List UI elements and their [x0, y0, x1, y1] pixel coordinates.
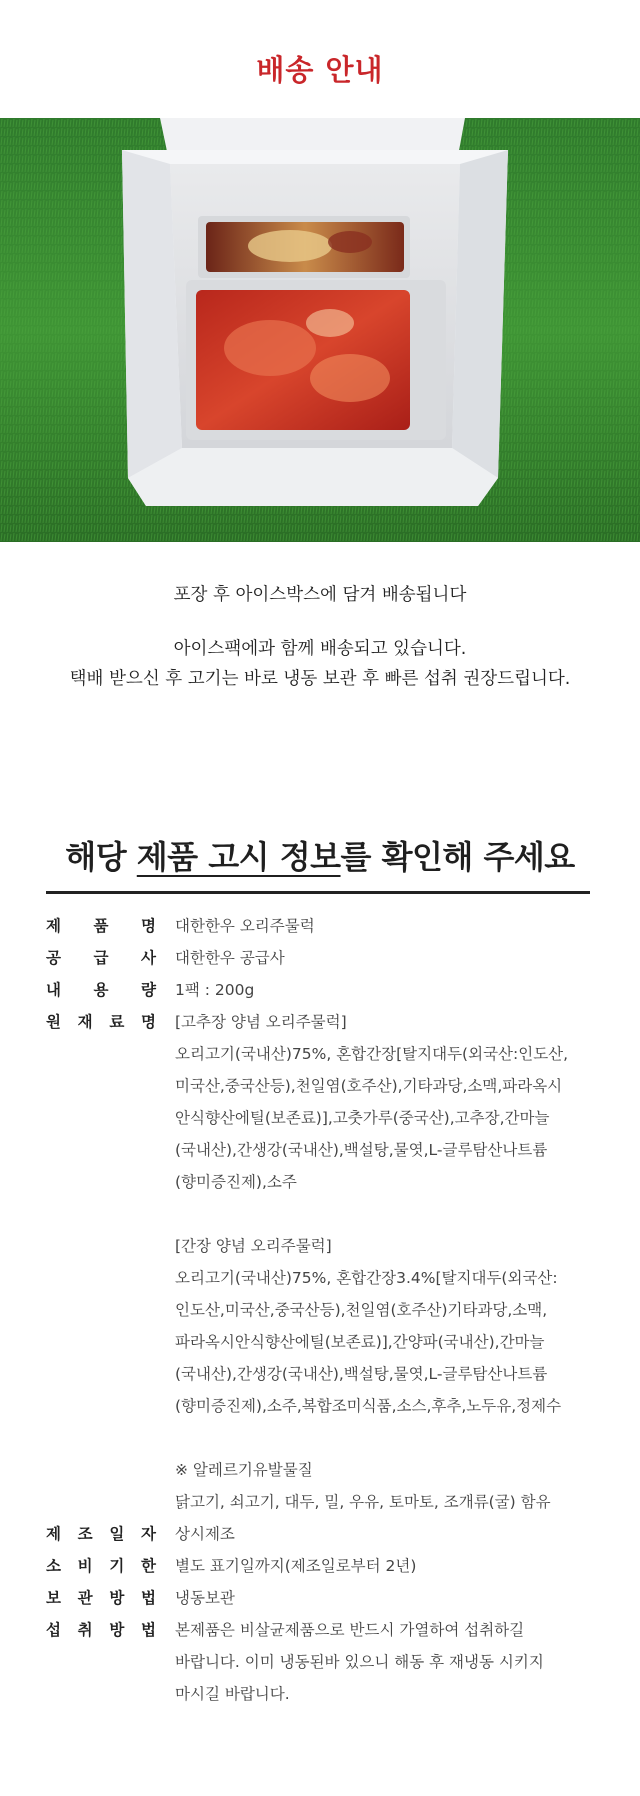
- ingredient-line: [간장 양념 오리주물럭]: [175, 1237, 332, 1255]
- info-label: 원 재 료 명: [46, 1013, 156, 1031]
- ingredient-line: (향미증진제),소주,복합조미식품,소스,후추,노두유,정제수: [175, 1397, 562, 1415]
- allergen-title: ※ 알레르기유발물질: [175, 1461, 313, 1479]
- info-row-product-name: [46, 910, 606, 942]
- ingredient-line: (국내산),간생강(국내산),백설탕,물엿,L-글루탐산나트륨: [175, 1365, 548, 1383]
- intake-line: 본제품은 비살균제품으로 반드시 가열하여 섭취하길: [175, 1621, 525, 1639]
- ingredient-line-blank: [175, 1198, 606, 1230]
- info-label: 섭 취 방 법: [46, 1621, 156, 1639]
- ingredient-line-blank: [175, 1422, 606, 1454]
- ingredient-line: 미국산,중국산등),천일염(호주산),기타과당,소맥,파라옥시: [175, 1077, 563, 1095]
- shipping-note-1: 포장 후 아이스박스에 담겨 배송됩니다: [173, 585, 467, 605]
- intake-line: 마시길 바랍니다.: [175, 1685, 290, 1703]
- ingredient-line: 파라옥시안식향산에틸(보존료)],간양파(국내산),간마늘: [175, 1333, 545, 1351]
- notice-title-post: 를 확인해 주세요: [340, 838, 575, 876]
- shipping-note-2: 아이스팩에과 함께 배송되고 있습니다.: [173, 639, 467, 659]
- shipping-title: 배송 안내: [256, 53, 384, 87]
- ingredient-line: 오리고기(국내산)75%, 혼합간장[탈지대두(외국산:인도산,: [175, 1045, 569, 1063]
- intake-line: 바랍니다. 이미 냉동된바 있으니 해동 후 재냉동 시키지: [175, 1653, 544, 1671]
- info-row-expiry: [46, 1550, 606, 1582]
- shipping-notes: [0, 580, 640, 694]
- ingredient-line: (향미증진제),소주: [175, 1173, 297, 1191]
- info-label: 보 관 방 법: [46, 1589, 156, 1607]
- icebox-photo: [0, 118, 640, 542]
- info-value: 냉동보관: [175, 1589, 235, 1607]
- divider: [46, 891, 590, 894]
- info-value: 1팩 : 200g: [175, 981, 255, 999]
- info-row-intake: [46, 1614, 606, 1710]
- info-value: 별도 표기일까지(제조일로부터 2년): [175, 1557, 417, 1575]
- info-row-storage: [46, 1582, 606, 1614]
- info-row-ingredients: [46, 1006, 606, 1518]
- info-value-intake: [175, 1614, 606, 1710]
- info-row-content: [46, 974, 606, 1006]
- info-value: 대한한우 공급사: [175, 949, 285, 967]
- ingredient-line: (국내산),간생강(국내산),백설탕,물엿,L-글루탐산나트륨: [175, 1141, 548, 1159]
- info-label: 제 품 명: [46, 917, 156, 935]
- info-value: 대한한우 오리주물럭: [175, 917, 315, 935]
- info-label: 공 급 사: [46, 949, 156, 967]
- product-info-table: [46, 910, 606, 1710]
- info-value-ingredients: [175, 1006, 606, 1518]
- ingredient-line: [고추장 양념 오리주물럭]: [175, 1013, 347, 1031]
- info-row-supplier: [46, 942, 606, 974]
- notice-title-underlined: 제품 고시 정보: [136, 838, 341, 876]
- notes-spacer: [0, 610, 640, 634]
- info-label: 내 용 량: [46, 981, 156, 999]
- info-value: 상시제조: [175, 1525, 235, 1543]
- info-row-manufacture-date: [46, 1518, 606, 1550]
- notice-title-pre: 해당: [65, 838, 137, 876]
- notice-title: [0, 832, 640, 878]
- ingredient-line: 안식향산에틸(보존료)],고춧가루(중국산),고추장,간마늘: [175, 1109, 550, 1127]
- info-label: 제 조 일 자: [46, 1525, 156, 1543]
- allergen-list: 닭고기, 쇠고기, 대두, 밀, 우유, 토마토, 조개류(굴) 함유: [175, 1493, 551, 1511]
- info-label: 소 비 기 한: [46, 1557, 156, 1575]
- shipping-note-3: 택배 받으신 후 고기는 바로 냉동 보관 후 빠른 섭취 권장드립니다.: [69, 669, 571, 689]
- ingredient-line: 인도산,미국산,중국산등),천일염(호주산)기타과당,소맥,: [175, 1301, 548, 1319]
- ingredient-line: 오리고기(국내산)75%, 혼합간장3.4%[탈지대두(외국산:: [175, 1269, 558, 1287]
